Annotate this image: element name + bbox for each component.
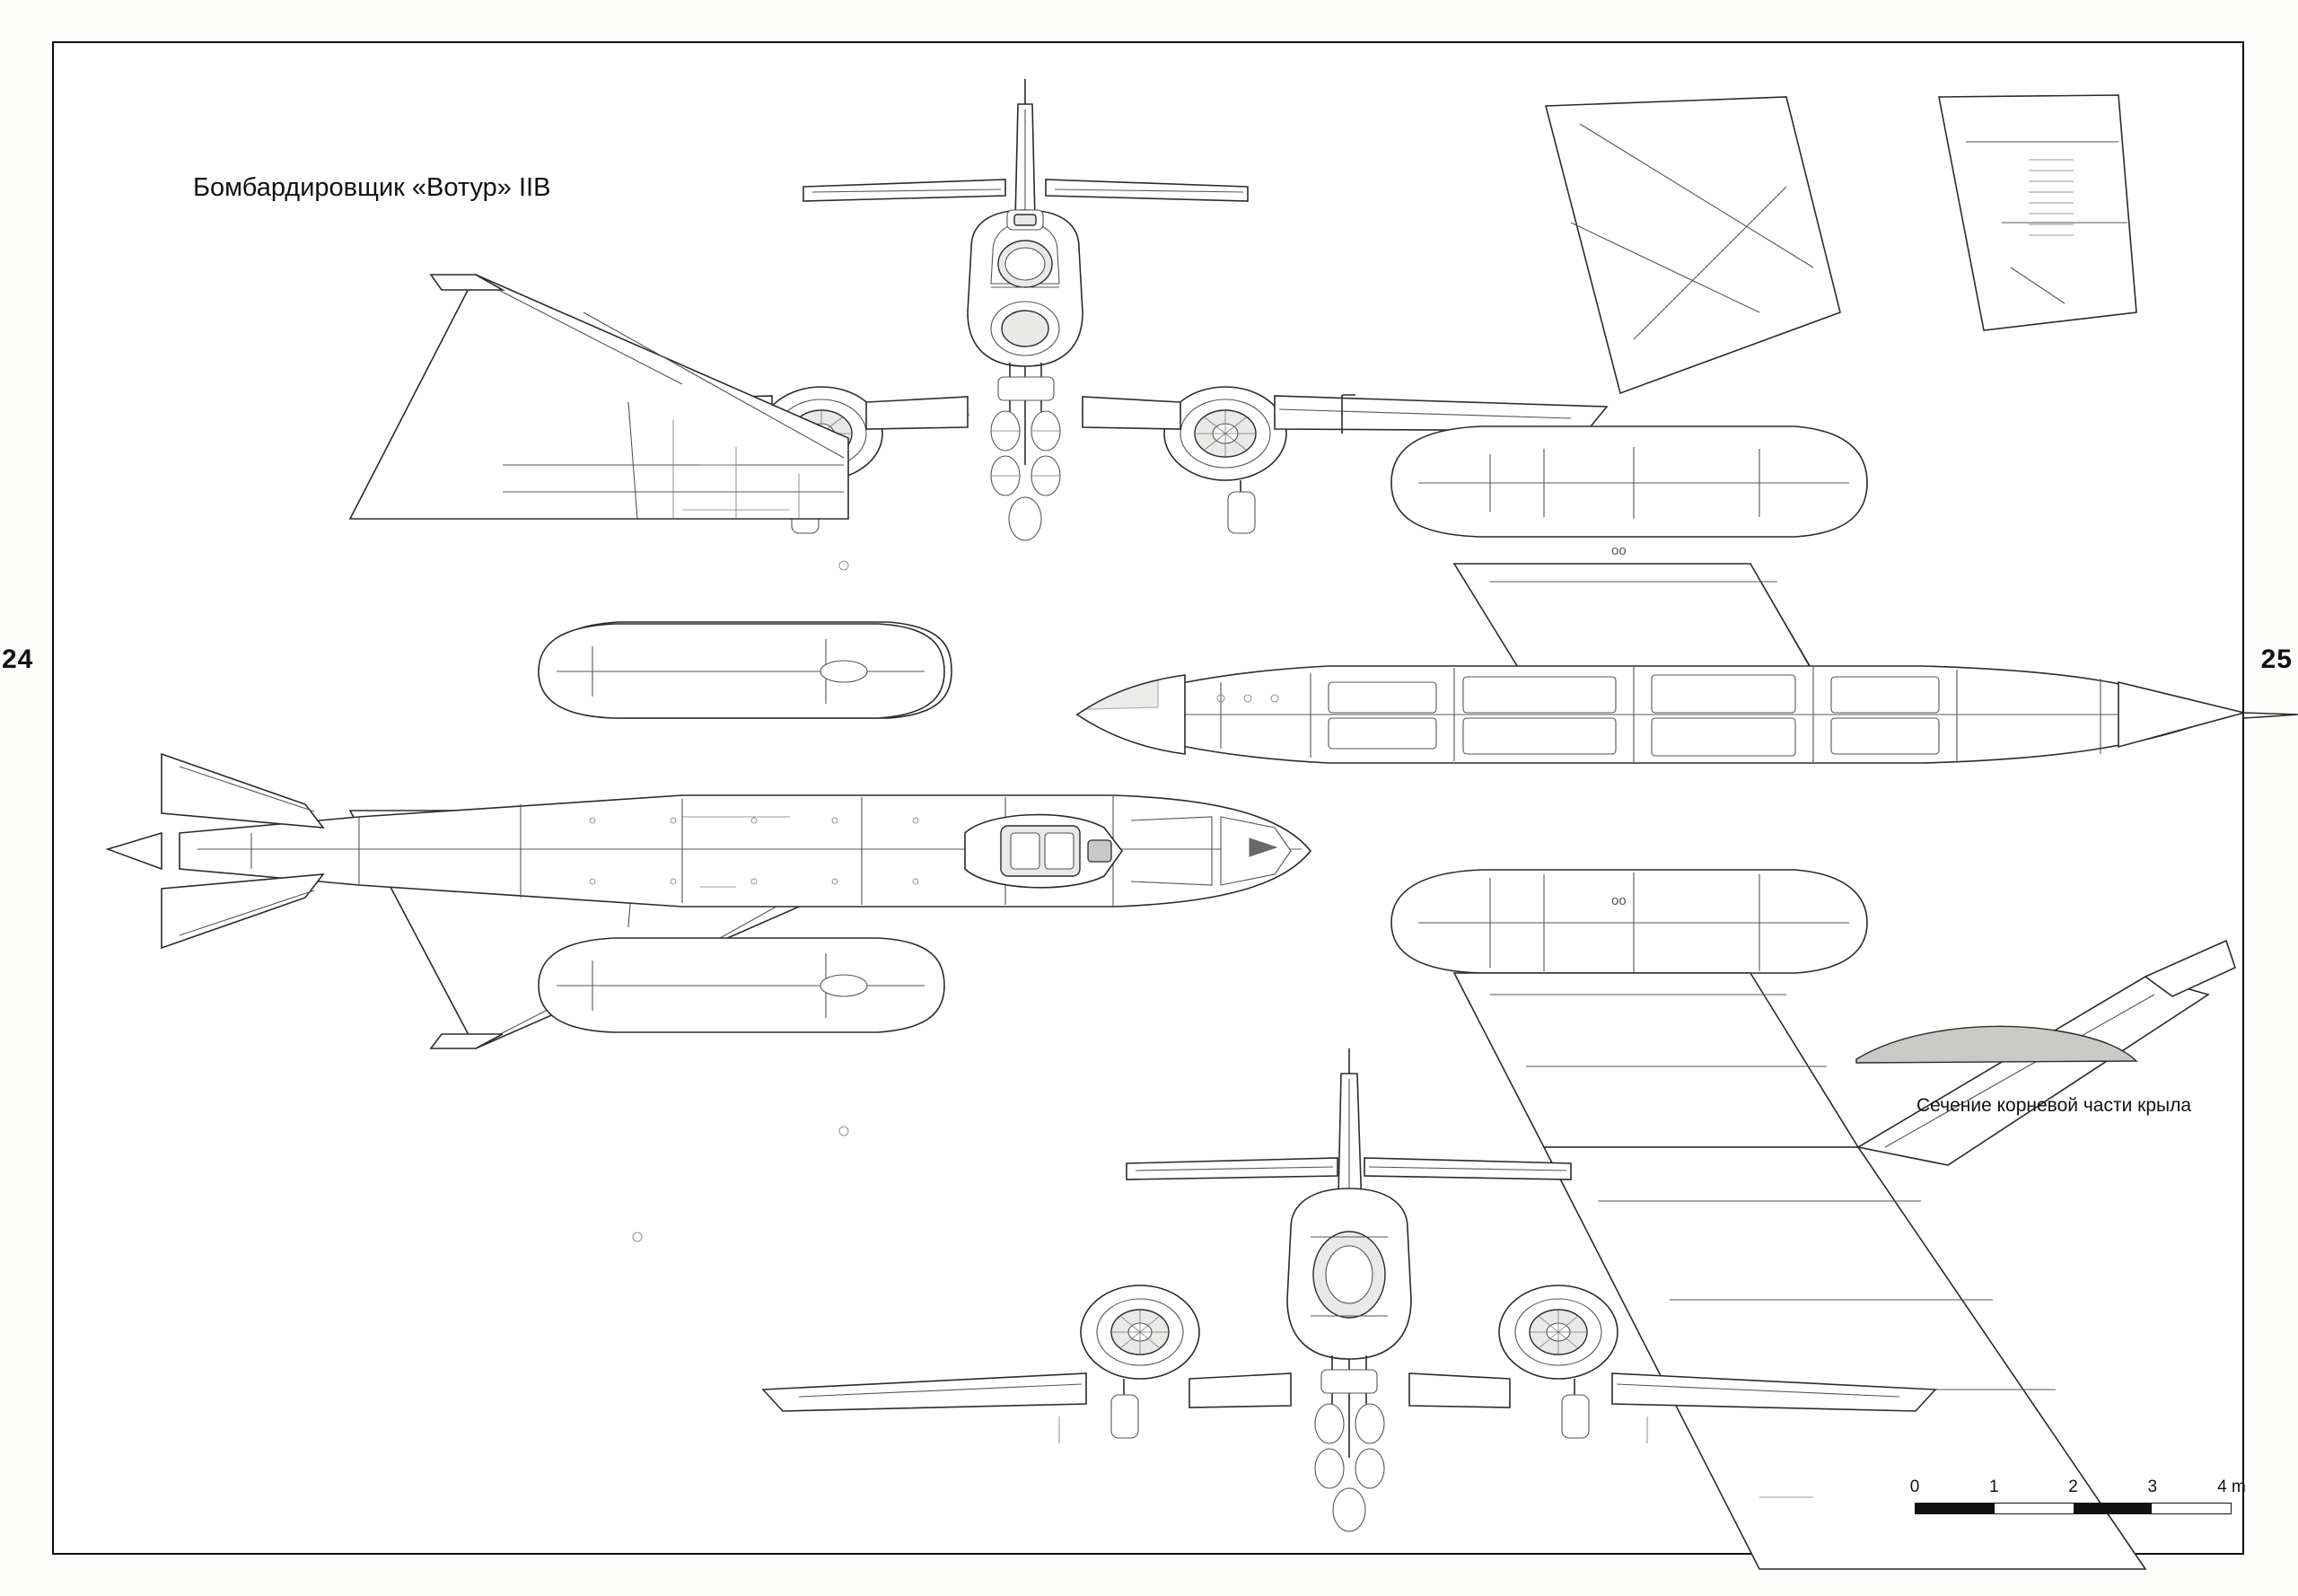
drawing-title: Бомбардировщик «Вотур» IIB [193, 173, 551, 202]
scale-segment-2 [2074, 1504, 2153, 1513]
svg-text:oo: oo [1611, 543, 1627, 558]
scale-segment-3 [2152, 1504, 2231, 1513]
scale-tick-0: 0 [1909, 1478, 1920, 1496]
scale-segment-0 [1916, 1504, 1995, 1513]
scale-bar [1909, 1478, 2246, 1531]
scale-bar-segments [1915, 1503, 2232, 1514]
scale-tick-3: 3 [2147, 1478, 2158, 1496]
side-view [1077, 666, 2298, 763]
svg-text:oo: oo [1611, 893, 1627, 908]
page-number-left: 24 [2, 645, 34, 674]
scale-segment-1 [1995, 1504, 2074, 1513]
scale-bar-ticks [1909, 1478, 2246, 1499]
airfoil-section-caption: Сечение корневой части крыла [1916, 1095, 2192, 1116]
scale-tick-2: 2 [2068, 1478, 2078, 1496]
scale-tick-4: 4 m [2217, 1478, 2246, 1496]
scale-tick-1: 1 [1988, 1478, 1999, 1496]
plate-frame [52, 41, 2244, 1555]
aircraft-blueprint [54, 43, 2246, 1557]
page-number-right: 25 [2260, 645, 2293, 674]
